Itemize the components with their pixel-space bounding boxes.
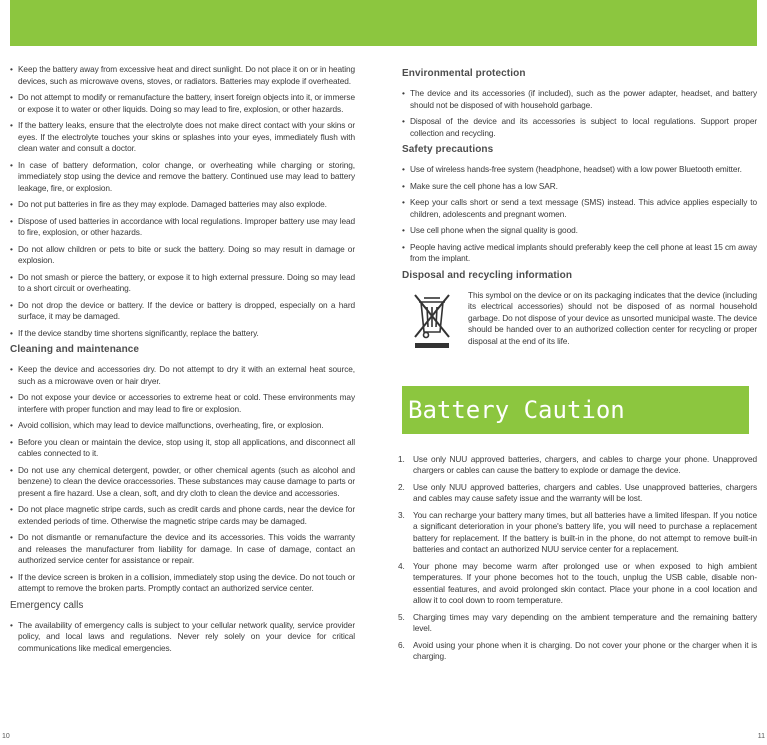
disposal-heading: Disposal and recycling information	[402, 269, 573, 281]
caution-item-text: Charging times may vary depending on the ambient temperature and the remaining battery level.	[413, 611, 757, 633]
top-green-bar	[10, 0, 757, 46]
list-item: • Do not attempt to modify or remanufacture the battery, insert foreign objects into it, or immerse or expose it to water or other liquids. Doing so may lead to fire, explosion, or other hazards.	[10, 92, 355, 115]
environment-list	[402, 88, 757, 139]
list-item: • The availability of emergency calls is subject to your cellular network quality, service provider policy, and local laws and regulations. Never rely solely on your device for critical communications like medical emergencies.	[10, 620, 355, 655]
caution-item	[398, 560, 757, 607]
page-number-left: 10	[2, 733, 10, 740]
list-item: • Do not allow children or pets to bite or suck the battery. Doing so may result in damage or explosion.	[10, 244, 355, 267]
list-item: • The device and its accessories (if included), such as the power adapter, headset, and battery should not be disposed of with household garbage.	[402, 88, 757, 111]
list-item: • In case of battery deformation, color change, or overheating while charging or storing, immediately stop using the device and remove the battery. Continued use may lead to battery leakage, fire, or explosion.	[10, 160, 355, 195]
caution-item-number: 3.	[398, 509, 405, 520]
list-item: • Make sure the cell phone has a low SAR.	[402, 181, 757, 193]
caution-item	[398, 611, 757, 635]
caution-item	[398, 509, 757, 556]
list-item: • Do not dismantle or remanufacture the device and its accessories. This voids the warranty and releases the manufacturer from liability for damage. In case of damage, contact an authorized service center for assistance or repair.	[10, 532, 355, 567]
disposal-text: This symbol on the device or on its packaging indicates that the device (including its electrical accessories) should not be disposed of as normal household garbage. Do not dispose of your device as unsorted municipal waste. The device should be handed over to an authorized collection center for recycling or proper disposal at the end of its life.	[468, 289, 757, 346]
list-item: • Use cell phone when the signal quality is good.	[402, 225, 757, 237]
caution-item-number: 2.	[398, 481, 405, 492]
safety-list	[402, 164, 757, 265]
list-item: • If the device screen is broken in a collision, immediately stop using the device. Do not touch or attempt to remove the broken parts. Promptly contact an authorized service center.	[10, 572, 355, 595]
list-item: • Disposal of the device and its accessories is subject to local regulations. Support proper collection and recycling.	[402, 116, 757, 139]
list-item: • If the device standby time shortens significantly, replace the battery.	[10, 328, 355, 340]
battery-safety-list	[10, 64, 355, 339]
caution-item	[398, 639, 757, 663]
cleaning-list	[10, 364, 355, 595]
caution-item-number: 5.	[398, 611, 405, 622]
list-item: • Keep the device and accessories dry. Do not attempt to dry it with an external heat source, such as a microwave oven or hair dryer.	[10, 364, 355, 387]
safety-heading: Safety precautions	[402, 144, 494, 155]
left-column	[10, 64, 355, 659]
caution-item-text: Avoid using your phone when it is charging. Do not cover your phone or the charger when it is charging.	[413, 639, 757, 661]
list-item: • Use of wireless hands-free system (headphone, headset) with a low power Bluetooth emitter.	[402, 164, 757, 176]
caution-item-number: 6.	[398, 639, 405, 650]
battery-caution-banner: Battery Caution	[402, 386, 749, 434]
list-item: • Do not smash or pierce the battery, or expose it to high external pressure. Doing so may lead to a short circuit or overheating.	[10, 272, 355, 295]
list-item: • Do not drop the device or battery. If the device or battery is dropped, especially on a hard surface, it may be damaged.	[10, 300, 355, 323]
cleaning-heading: Cleaning and maintenance	[10, 344, 140, 355]
caution-item-text: Your phone may become warm after prolonged use or when exposed to high ambient temperatures. If your phone becomes hot to the touch, unplug the USB cable, disable non-essential features, and avoid prolonged skin contact. Place your phone in a cool location and allow it to cool down to room temperature.	[413, 560, 757, 605]
caution-item	[398, 453, 757, 477]
page-number-right: 11	[757, 733, 765, 740]
caution-item-number: 1.	[398, 453, 405, 464]
list-item: • Do not use any chemical detergent, powder, or other chemical agents (such as alcohol and benzene) to clean the device oraccessories. These substances may cause damage to parts or present a fire hazard. Use a clean, soft, and dry cloth to clean the device and accessories.	[10, 465, 355, 500]
list-item: • Do not expose your device or accessories to extreme heat or cold. These environments may interfere with proper function and may lead to fire or explosion.	[10, 392, 355, 415]
list-item: • Keep the battery away from excessive heat and direct sunlight. Do not place it on or in heating devices, such as microwave ovens, stoves, or radiators. Batteries may explode if overheated.	[10, 64, 355, 87]
disposal-section	[402, 290, 757, 364]
battery-caution-list	[398, 453, 757, 663]
caution-item-text: Use only NUU approved batteries, chargers and cables. Use unapproved batteries, chargers and cables may cause safety issue and the warranty will be lost.	[413, 481, 757, 503]
list-item: • Do not place magnetic stripe cards, such as credit cards and phone cards, near the device for extended periods of time. Otherwise the magnetic stripe cards may be damaged.	[10, 504, 355, 527]
caution-item-text: You can recharge your battery many times, but all batteries have a limited lifespan. If you notice a significant deterioration in your phone's battery life, you will need to purchase a replacement battery for replacement. If the battery is built-in in the phone, do not attempt to remove built-in batteries and contact an authorized NUU service center for a replacement.	[413, 509, 757, 554]
list-item: • Avoid collision, which may lead to device malfunctions, overheating, fire, or explosion.	[10, 420, 355, 432]
caution-item-text: Use only NUU approved batteries, chargers, and cables to charge your phone. Unapproved chargers or cables can cause the battery to explode or damage the device.	[413, 453, 757, 475]
list-item: • Do not put batteries in fire as they may explode. Damaged batteries may also explode.	[10, 199, 355, 211]
crossed-out-bin-icon	[410, 290, 454, 350]
right-column	[398, 64, 758, 668]
emergency-list	[10, 620, 355, 655]
list-item: • If the battery leaks, ensure that the electrolyte does not make direct contact with your skins or eyes. If the electrolyte touches your skins or splashes into your eyes, immediately flush with clean water and consult a doctor.	[10, 120, 355, 155]
list-item: • Keep your calls short or send a text message (SMS) instead. This advice applies especially to children, adolescents and pregnant women.	[402, 197, 757, 220]
list-item: • Dispose of used batteries in accordance with local regulations. Improper battery use may lead to fire, explosion, or other hazards.	[10, 216, 355, 239]
emergency-heading: Emergency calls	[10, 599, 84, 611]
list-item: • Before you clean or maintain the device, stop using it, stop all applications, and disconnect all cables connected to it.	[10, 437, 355, 460]
env-heading: Environmental protection	[402, 68, 526, 79]
caution-item	[398, 481, 757, 505]
list-item: • People having active medical implants should preferably keep the cell phone at least 15 cm away from the implant.	[402, 242, 757, 265]
caution-item-number: 4.	[398, 560, 405, 571]
